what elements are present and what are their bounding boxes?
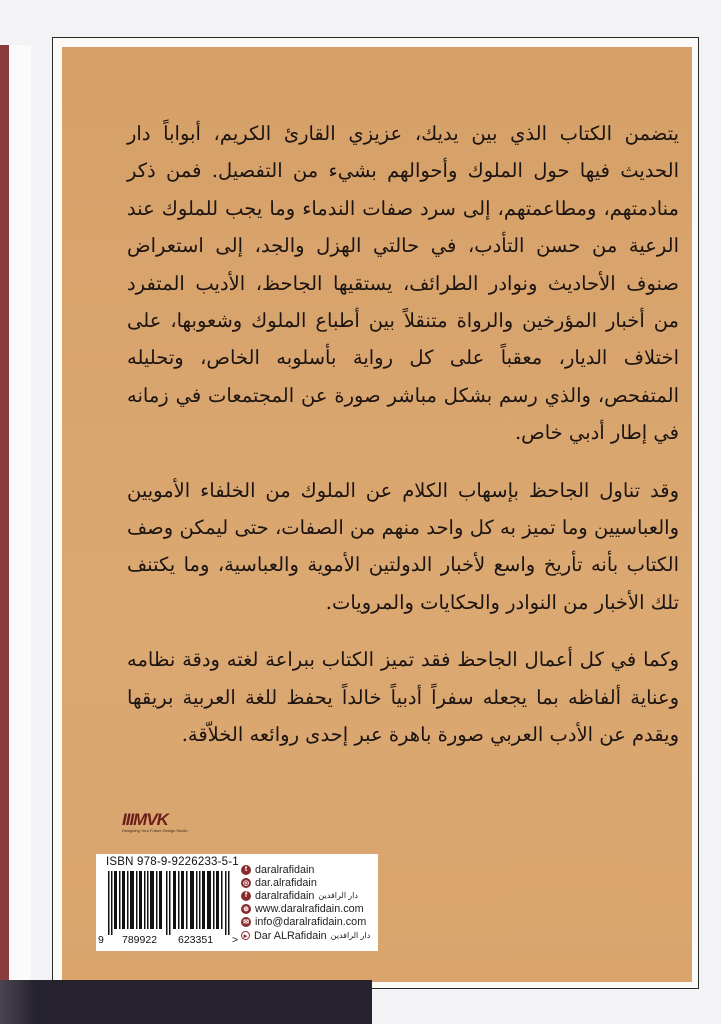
contact-text: www.daralrafidain.com bbox=[255, 903, 364, 916]
back-cover-panel bbox=[62, 47, 692, 982]
barcode bbox=[108, 871, 236, 935]
instagram-icon: ◎ bbox=[242, 879, 250, 887]
contact-website[interactable] bbox=[241, 903, 370, 916]
blurb bbox=[127, 115, 679, 774]
contact-text: info@daralrafidain.com bbox=[255, 916, 367, 929]
email-icon: ✉ bbox=[241, 917, 251, 927]
contact-list bbox=[241, 863, 370, 942]
contact-text: Dar ALRafidain bbox=[254, 929, 327, 942]
youtube-icon: ▸ bbox=[241, 931, 250, 940]
barcode-right-group: 623351 bbox=[178, 934, 214, 946]
logo-mark: IIIMVK bbox=[122, 810, 168, 829]
blurb-paragraph-2: وقد تناول الجاحظ بإسهاب الكلام عن الملوك من الخلفاء الأمويين والعباسيين وما تميز به كل واحد منهم من الصفات، حتى ليمكن وصف الكتاب بأنه تأريخ واسع لأخبار الدولتين الأموية والعباسية، وما يكتنف تلك الأخبار من النوادر والحكايات والمرويات. bbox=[127, 478, 679, 614]
dark-band bbox=[0, 980, 372, 1024]
logo-tagline: Designing Your Future Design Studio bbox=[122, 828, 188, 833]
facebook-icon: f bbox=[241, 891, 251, 901]
dark-band-shadow bbox=[0, 980, 35, 1024]
contact-text: dar.alrafidain bbox=[255, 876, 317, 889]
twitter-icon: t bbox=[241, 865, 251, 875]
contact-email[interactable] bbox=[241, 916, 370, 929]
globe-icon: ⊕ bbox=[241, 904, 251, 914]
blurb-paragraph-1: يتضمن الكتاب الذي بين يديك، عزيزي القارئ الكريم، أبواباً دار الحديث فيها حول الملوك وأحوالهم بشيء من التفصيل. فمن ذكر منادمتهم، ومطاعمتهم، إلى سرد صفات الندماء وما يجب للملوك عند الرعية من حسن التأدب، في حالتي الهزل والجد، إلى استعراض صنوف الأحاديث ونوادر الطرائف، يستقيها الجاحظ، الأديب المتفرد من أخبار المؤرخين والرواة متنقلاً بين أطباع الملوك وشعوبها، على اختلاف الديار، معقباً على كل رواية بأسلوبه الخاص، وتحليله المتفحص، والذي رسم بشكل مباشر صورة عن المجتمعات في زمانه في إطار أدبي خاص. bbox=[127, 122, 679, 445]
contact-instagram[interactable] bbox=[241, 876, 370, 889]
blurb-paragraph-3: وكما في كل أعمال الجاحظ فقد تميز الكتاب ببراعة لغته ودقة نظامه وعناية ألفاظه بما يجعله سفراً أدبياً خالداً يحفظ للغة العربية بريقها ويقدم عن الأدب العربي صورة باهرة عبر إحدى روائعه الخلاّقة. bbox=[127, 648, 679, 747]
contact-twitter[interactable] bbox=[241, 863, 370, 876]
contact-arabic-name: دار الرافدين bbox=[330, 931, 371, 941]
barcode-first-digit: 9 bbox=[98, 934, 104, 946]
contact-text: daralrafidain bbox=[255, 863, 315, 876]
page-edge bbox=[9, 45, 31, 980]
contact-text: daralrafidain bbox=[255, 889, 315, 902]
isbn-contact-box bbox=[96, 854, 378, 951]
contact-youtube[interactable] bbox=[241, 929, 370, 942]
spine-strip bbox=[0, 45, 9, 980]
barcode-quiet-mark: > bbox=[232, 934, 239, 946]
design-studio-logo bbox=[122, 810, 202, 840]
contact-facebook[interactable] bbox=[241, 889, 370, 902]
contact-arabic-name: دار الرافدين bbox=[318, 891, 358, 901]
isbn-label: ISBN 978-9-9226233-5-1 bbox=[106, 856, 239, 868]
barcode-left-group: 789922 bbox=[122, 934, 158, 946]
